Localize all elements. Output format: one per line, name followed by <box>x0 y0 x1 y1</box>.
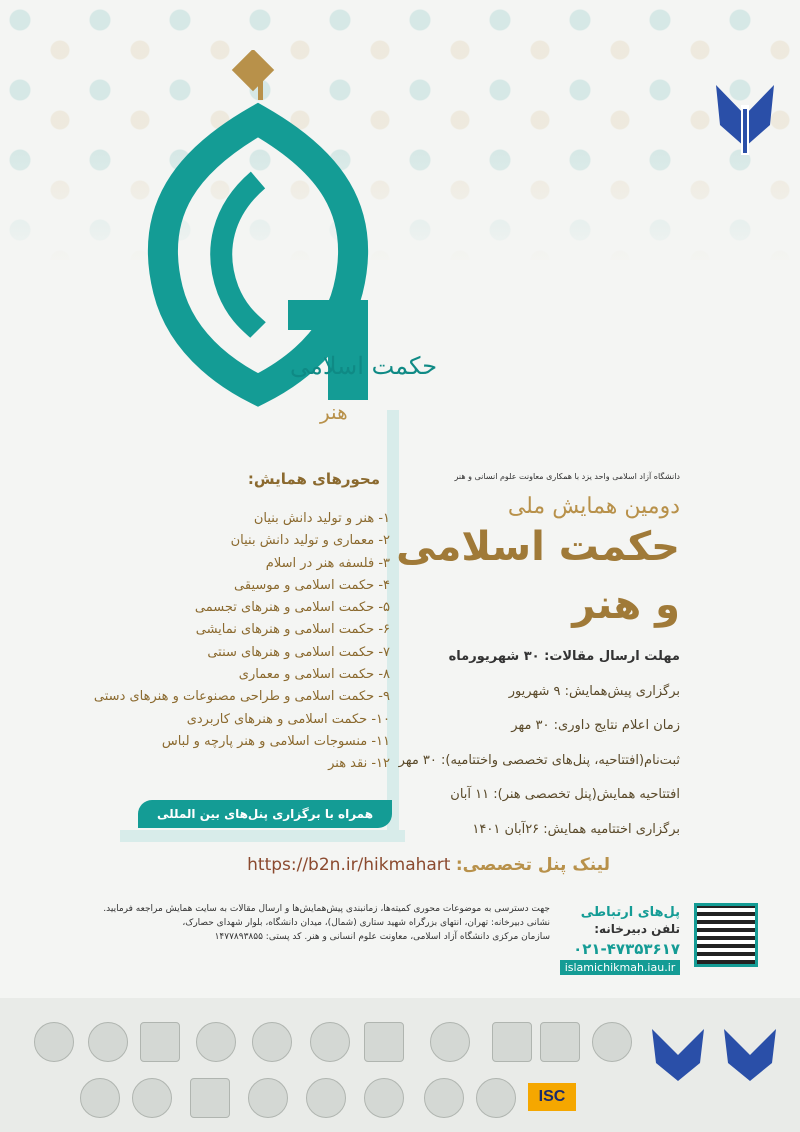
date-row: ثبت‌نام(افتتاحیه، پنل‌های تخصصی واختتامیه): ۳۰ مهر <box>398 752 680 768</box>
sponsor-logo-icon <box>492 1022 532 1062</box>
sponsor-logo-icon <box>190 1078 230 1118</box>
list-item: ۳- فلسفه هنر در اسلام <box>265 555 390 571</box>
sponsor-logo-icon <box>430 1022 470 1062</box>
phone-number: ۰۲۱-۴۷۳۵۳۶۱۷ <box>573 940 680 958</box>
date-row: مهلت ارسال مقالات: ۳۰ شهریورماه <box>448 649 680 664</box>
sponsor-logo-icon <box>248 1078 288 1118</box>
info-line: جهت دسترسی به موضوعات محوری کمیته‌ها، زمانبندی پیش‌همایش‌ها و ارسال مقالات به سایت همایش مراجعه فرمایید. <box>103 904 550 914</box>
conference-title-line1: دومین همایش ملی <box>507 494 680 519</box>
contact-title: پل‌های ارتباطی <box>580 905 680 920</box>
list-item: ۷- حکمت اسلامی و هنرهای سنتی <box>207 644 390 660</box>
sponsor-logo-icon <box>592 1022 632 1062</box>
list-item: ۵- حکمت اسلامی و هنرهای تجسمی <box>194 600 390 616</box>
logo-text-main: حکمت اسلامی <box>290 352 438 380</box>
website-link[interactable]: islamichikmah.iau.ir <box>560 960 680 975</box>
contact-block <box>560 905 680 975</box>
sponsor-logo-icon <box>80 1078 120 1118</box>
date-row: برگزاری پیش‌همایش: ۹ شهریور <box>508 683 680 699</box>
sponsor-logo-icon <box>364 1022 404 1062</box>
list-item: ۱۲- نقد هنر <box>328 756 390 772</box>
sponsor-logo-icon <box>364 1078 404 1118</box>
info-line <box>90 930 550 944</box>
phone-label: تلفن دبیرخانه: <box>594 922 680 936</box>
panel-link <box>247 855 610 875</box>
date-row: افتتاحیه همایش(پنل تخصصی هنر): ۱۱ آبان <box>450 787 680 802</box>
conference-title-line3: و هنر <box>572 582 680 628</box>
postal-code: ۱۴۷۷۸۹۳۸۵۵ <box>214 932 263 942</box>
international-panels-banner: همراه با برگزاری پنل‌های بین المللی <box>138 800 392 828</box>
university-logo-icon <box>650 1025 706 1085</box>
sponsor-logo-icon <box>140 1022 180 1062</box>
info-address-end: سازمان مرکزی دانشگاه آزاد اسلامی، معاونت علوم انسانی و هنر. <box>304 932 550 942</box>
postal-label: کد پستی: <box>265 932 302 942</box>
panel-link-label: لینک پنل تخصصی: <box>455 855 610 875</box>
university-logo-icon <box>712 75 778 185</box>
sponsor-logo-icon <box>306 1078 346 1118</box>
conference-title-line2: حکمت اسلامی <box>396 524 680 570</box>
list-item: ۶- حکمت اسلامی و هنرهای نمایشی <box>195 622 390 638</box>
list-item: ۸- حکمت اسلامی و معماری <box>238 667 390 683</box>
list-item: ۲- معماری و تولید دانش بنیان <box>230 533 390 549</box>
university-logo-icon <box>722 1025 778 1085</box>
date-row: برگزاری اختتامیه همایش: ۲۶آبان ۱۴۰۱ <box>472 821 680 837</box>
pattern-fade <box>0 150 800 270</box>
info-text <box>90 902 550 944</box>
sponsor-logo-icon <box>196 1022 236 1062</box>
organizer-line: دانشگاه آزاد اسلامی واحد یزد با همکاری معاونت علوم انسانی و هنر <box>454 472 680 481</box>
sponsor-logo-icon <box>476 1078 516 1118</box>
list-item: ۱۱- منسوجات اسلامی و هنر پارچه و لباس <box>161 733 390 749</box>
sponsor-logo-icon <box>132 1078 172 1118</box>
sponsor-logo-icon <box>88 1022 128 1062</box>
list-item: ۱- هنر و تولید دانش بنیان <box>253 511 390 526</box>
sponsor-logo-icon <box>540 1022 580 1062</box>
axes-list <box>93 508 390 776</box>
sponsor-logo-icon <box>34 1022 74 1062</box>
list-item: ۴- حکمت اسلامی و موسیقی <box>234 577 390 593</box>
sponsor-logo-icon <box>424 1078 464 1118</box>
qr-code-icon <box>694 903 758 967</box>
date-row: زمان اعلام نتایج داوری: ۳۰ مهر <box>511 718 680 733</box>
list-item: ۹- حکمت اسلامی و طراحی مصنوعات و هنرهای دستی <box>93 689 390 705</box>
info-line: نشانی دبیرخانه: تهران، انتهای بزرگراه شهید ستاری (شمال)، میدان دانشگاه، بلوار شهدای حصارک، <box>182 918 550 928</box>
decorative-horizontal-line <box>120 830 405 842</box>
important-dates <box>380 640 680 847</box>
sponsor-logo-icon <box>252 1022 292 1062</box>
axes-title: محورهای همایش: <box>247 470 380 488</box>
sponsor-logo-icon <box>310 1022 350 1062</box>
isc-logo: ISC <box>528 1083 576 1111</box>
panel-link-url[interactable]: https://b2n.ir/hikmahart <box>247 855 451 875</box>
list-item: ۱۰- حکمت اسلامی و هنرهای کاربردی <box>186 711 390 727</box>
logo-text-sub: هنر <box>320 400 348 424</box>
